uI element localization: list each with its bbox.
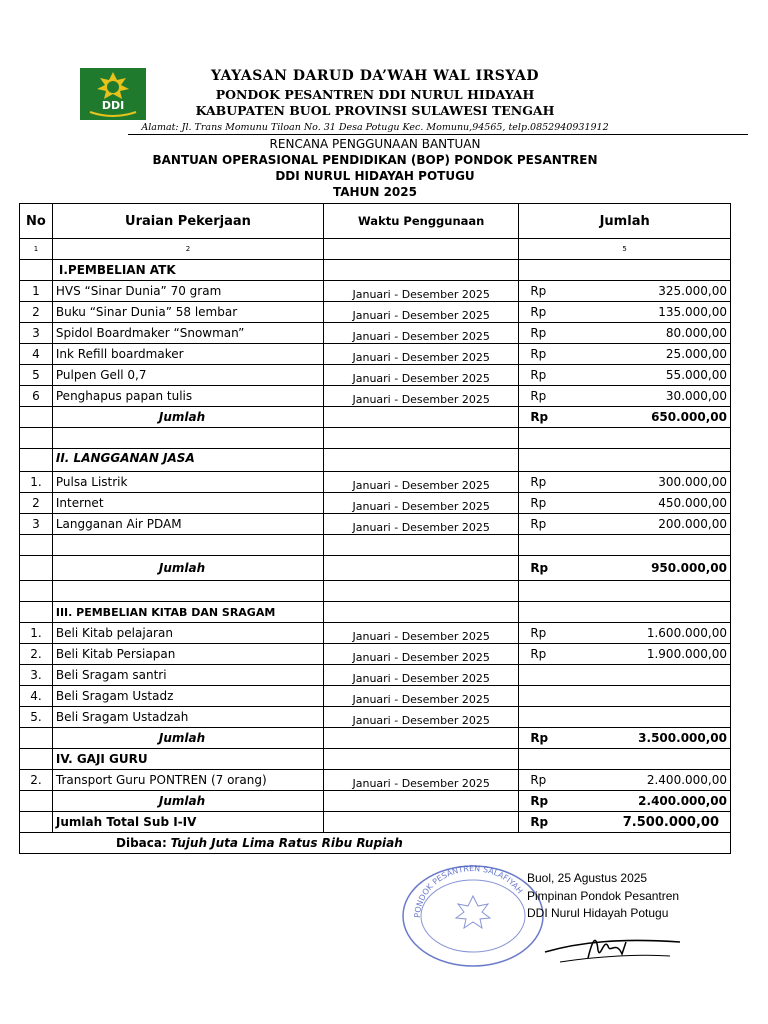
row-amount: 30.000,00 xyxy=(665,389,727,403)
subtotal-amount: 650.000,00 xyxy=(651,410,727,424)
section-title: I.PEMBELIAN ATK xyxy=(52,260,323,281)
row-amount: 80.000,00 xyxy=(665,326,727,340)
row-amount: 2.400.000,00 xyxy=(646,773,727,787)
row-period: Januari - Desember 2025 xyxy=(324,344,519,365)
currency: Rp xyxy=(530,626,547,640)
row-no: 1. xyxy=(20,623,53,644)
subtotal-row xyxy=(20,556,731,581)
currency: Rp xyxy=(530,814,549,829)
row-period: Januari - Desember 2025 xyxy=(324,686,519,707)
col-header-no: No xyxy=(20,204,53,239)
table-row xyxy=(20,623,731,644)
region-name: KABUPATEN BUOL PROVINSI SULAWESI TENGAH xyxy=(195,103,555,118)
subtotal-label: Jumlah xyxy=(52,791,323,812)
table-row xyxy=(20,472,731,493)
table-row xyxy=(20,493,731,514)
row-no: 4. xyxy=(20,686,53,707)
table-row xyxy=(20,514,731,535)
row-amount: 1.900.000,00 xyxy=(646,647,727,661)
row-period: Januari - Desember 2025 xyxy=(324,514,519,535)
row-amount: 325.000,00 xyxy=(658,284,727,298)
currency: Rp xyxy=(530,389,547,403)
row-item: Ink Refill boardmaker xyxy=(52,344,323,365)
currency: Rp xyxy=(530,794,549,808)
grand-total-amount: 7.500.000,00 xyxy=(622,814,719,830)
row-no: 2. xyxy=(20,644,53,665)
doc-title-4: TAHUN 2025 xyxy=(333,185,417,199)
currency: Rp xyxy=(530,305,547,319)
row-period: Januari - Desember 2025 xyxy=(324,302,519,323)
read-value: Tujuh Juta Lima Ratus Ribu Rupiah xyxy=(170,836,403,850)
row-period: Januari - Desember 2025 xyxy=(324,644,519,665)
row-item: Transport Guru PONTREN (7 orang) xyxy=(52,770,323,791)
table-row xyxy=(20,707,731,728)
subtotal-amount: 2.400.000,00 xyxy=(638,794,727,808)
budget-table xyxy=(19,203,731,854)
row-item: Beli Sragam santri xyxy=(52,665,323,686)
row-no: 1 xyxy=(20,281,53,302)
row-period: Januari - Desember 2025 xyxy=(324,472,519,493)
empty-row xyxy=(20,581,731,602)
currency: Rp xyxy=(530,731,549,745)
row-amount: 135.000,00 xyxy=(658,305,727,319)
address: Alamat: Jl. Trans Momunu Tiloan No. 31 Desa Potugu Kec. Momunu,94565, telp.0852940931912 xyxy=(141,122,609,133)
row-item: Beli Sragam Ustadz xyxy=(52,686,323,707)
subtotal-label: Jumlah xyxy=(52,556,323,581)
section-row xyxy=(20,749,731,770)
read-amount-row xyxy=(20,833,731,854)
row-period: Januari - Desember 2025 xyxy=(324,281,519,302)
row-amount: 200.000,00 xyxy=(658,517,727,531)
section-row xyxy=(20,449,731,472)
currency: Rp xyxy=(530,347,547,361)
row-item: Penghapus papan tulis xyxy=(52,386,323,407)
row-item: Langganan Air PDAM xyxy=(52,514,323,535)
table-row xyxy=(20,323,731,344)
row-period: Januari - Desember 2025 xyxy=(324,770,519,791)
col-header-uraian: Uraian Pekerjaan xyxy=(52,204,323,239)
section-title: II. LANGGANAN JASA xyxy=(52,449,323,472)
row-period: Januari - Desember 2025 xyxy=(324,707,519,728)
currency: Rp xyxy=(530,368,547,382)
subtotal-row xyxy=(20,728,731,749)
subtotal-amount: 950.000,00 xyxy=(651,561,727,575)
row-no: 2 xyxy=(20,302,53,323)
school-name: PONDOK PESANTREN DDI NURUL HIDAYAH xyxy=(215,87,535,102)
currency: Rp xyxy=(530,326,547,340)
sign-institution: DDI Nurul Hidayah Potugu xyxy=(527,906,669,920)
row-period: Januari - Desember 2025 xyxy=(324,365,519,386)
currency: Rp xyxy=(530,561,549,575)
row-no: 2. xyxy=(20,770,53,791)
section-title: IV. GAJI GURU xyxy=(52,749,323,770)
table-header-row xyxy=(20,204,731,239)
ddi-logo xyxy=(80,68,146,120)
table-row xyxy=(20,665,731,686)
row-item: Spidol Boardmaker “Snowman” xyxy=(52,323,323,344)
currency: Rp xyxy=(530,647,547,661)
subtotal-row xyxy=(20,407,731,428)
row-item: HVS “Sinar Dunia” 70 gram xyxy=(52,281,323,302)
row-amount: 1.600.000,00 xyxy=(646,626,727,640)
grand-total-row xyxy=(20,812,731,833)
empty-row xyxy=(20,428,731,449)
doc-title-1: RENCANA PENGGUNAAN BANTUAN xyxy=(269,137,481,151)
table-row xyxy=(20,281,731,302)
empty-row xyxy=(20,535,731,556)
currency: Rp xyxy=(530,475,547,489)
col-number-row xyxy=(20,239,731,260)
row-period: Januari - Desember 2025 xyxy=(324,386,519,407)
col-number: 2 xyxy=(52,239,323,260)
row-amount: 55.000,00 xyxy=(665,368,727,382)
currency: Rp xyxy=(530,410,549,424)
table-row xyxy=(20,386,731,407)
currency: Rp xyxy=(530,284,547,298)
table-row xyxy=(20,644,731,665)
table-row xyxy=(20,344,731,365)
row-item: Pulpen Gell 0,7 xyxy=(52,365,323,386)
subtotal-row xyxy=(20,791,731,812)
row-amount: 450.000,00 xyxy=(658,496,727,510)
row-no: 6 xyxy=(20,386,53,407)
subtotal-label: Jumlah xyxy=(52,728,323,749)
row-no: 5. xyxy=(20,707,53,728)
row-item: Beli Kitab pelajaran xyxy=(52,623,323,644)
section-title: III. PEMBELIAN KITAB DAN SRAGAM xyxy=(52,602,323,623)
doc-title-3: DDI NURUL HIDAYAH POTUGU xyxy=(275,169,475,183)
col-header-jumlah: Jumlah xyxy=(519,204,731,239)
row-item: Internet xyxy=(52,493,323,514)
table-row xyxy=(20,365,731,386)
foundation-name: YAYASAN DARUD DA’WAH WAL IRSYAD xyxy=(210,68,540,84)
row-amount: 300.000,00 xyxy=(658,475,727,489)
currency: Rp xyxy=(530,773,547,787)
row-no: 3. xyxy=(20,665,53,686)
table-row xyxy=(20,686,731,707)
currency: Rp xyxy=(530,517,547,531)
grand-total-label: Jumlah Total Sub I-IV xyxy=(52,812,323,833)
col-number xyxy=(324,239,519,260)
subtotal-label: Jumlah xyxy=(52,407,323,428)
row-item: Beli Kitab Persiapan xyxy=(52,644,323,665)
row-amount: 25.000,00 xyxy=(665,347,727,361)
row-no: 2 xyxy=(20,493,53,514)
row-no: 5 xyxy=(20,365,53,386)
row-period: Januari - Desember 2025 xyxy=(324,623,519,644)
institution-stamp xyxy=(398,858,548,968)
section-row xyxy=(20,260,731,281)
row-period: Januari - Desember 2025 xyxy=(324,665,519,686)
currency: Rp xyxy=(530,496,547,510)
row-no: 4 xyxy=(20,344,53,365)
header-divider xyxy=(128,134,748,135)
row-period: Januari - Desember 2025 xyxy=(324,493,519,514)
read-label: Dibaca: xyxy=(116,836,167,850)
row-item: Buku “Sinar Dunia” 58 lembar xyxy=(52,302,323,323)
table-row xyxy=(20,302,731,323)
table-row xyxy=(20,770,731,791)
col-header-waktu: Waktu Penggunaan xyxy=(324,204,519,239)
handwritten-signature xyxy=(540,920,690,970)
sign-place-date: Buol, 25 Agustus 2025 xyxy=(527,871,648,885)
row-period: Januari - Desember 2025 xyxy=(324,323,519,344)
row-no: 3 xyxy=(20,323,53,344)
row-no: 1. xyxy=(20,472,53,493)
subtotal-amount: 3.500.000,00 xyxy=(638,731,727,745)
logo-text: DDI xyxy=(101,99,125,112)
row-item: Pulsa Listrik xyxy=(52,472,323,493)
sign-role: Pimpinan Pondok Pesantren xyxy=(527,889,680,903)
doc-title-2: BANTUAN OPERASIONAL PENDIDIKAN (BOP) PONDOK PESANTREN xyxy=(152,153,598,167)
row-no: 3 xyxy=(20,514,53,535)
section-row xyxy=(20,602,731,623)
col-number: 1 xyxy=(20,239,53,260)
stamp-text: PONDOK PESANTREN SALAFIYAH xyxy=(412,864,525,919)
col-number: 5 xyxy=(519,239,731,260)
row-item: Beli Sragam Ustadzah xyxy=(52,707,323,728)
